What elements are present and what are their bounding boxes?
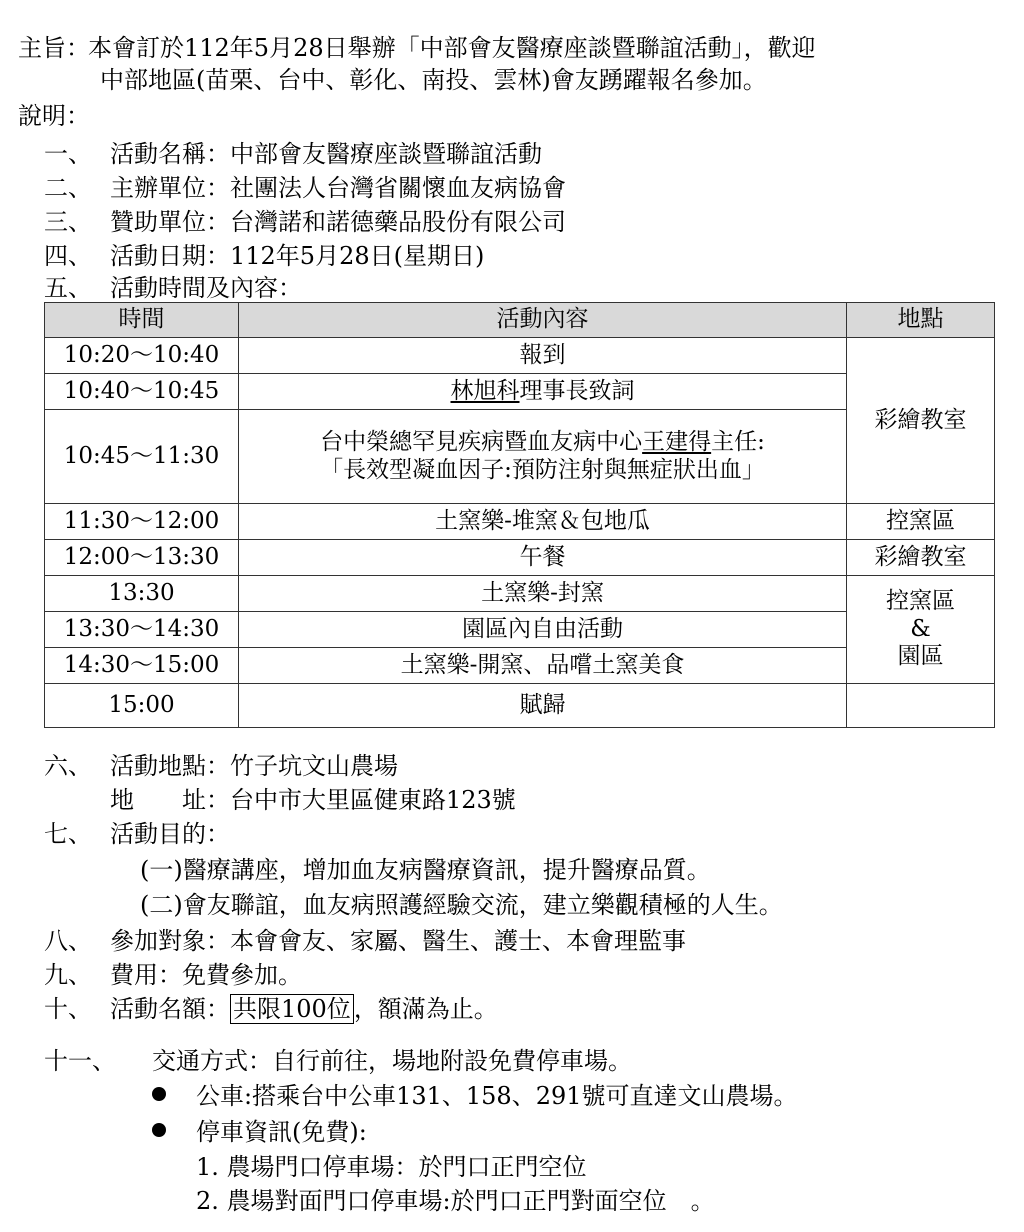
item-text: 活動時間及內容：	[110, 274, 302, 302]
item-organizer	[44, 176, 566, 200]
bullet-icon	[152, 1087, 166, 1101]
location-cell: 彩繪教室	[847, 540, 995, 576]
content-cell	[239, 410, 847, 504]
item-number: 九、	[44, 961, 92, 989]
subject-label: 主旨：	[18, 34, 90, 62]
item-number: 一、	[44, 140, 92, 168]
time-cell: 13:30	[45, 576, 239, 612]
item-address	[110, 788, 516, 812]
location-line: 控窯區	[886, 588, 955, 615]
table-header-row	[45, 303, 995, 338]
location-cell: 控窯區	[847, 504, 995, 540]
time-cell: 10:45～11:30	[45, 410, 239, 504]
content-cell: 土窯樂-開窯、品嚐土窯美食	[239, 648, 847, 684]
item-text: 活動地點：竹子坑文山農場	[110, 752, 398, 780]
transport-bus	[152, 1084, 798, 1108]
item-schedule-title	[44, 276, 302, 300]
subject-line-2: 中部地區(苗栗、台中、彰化、南投、雲林)會友踴躍報名參加。	[100, 66, 767, 94]
time-cell: 10:40～10:45	[45, 374, 239, 410]
transport-parking	[152, 1120, 367, 1144]
item-text: 費用：免費參加。	[110, 961, 302, 989]
bullet-icon	[152, 1123, 166, 1137]
content-cell: 賦歸	[239, 684, 847, 728]
header-time: 時間	[45, 303, 239, 338]
content-text: 理事長致詞	[519, 377, 635, 404]
item-number: 八、	[44, 927, 92, 955]
table-row	[45, 684, 995, 728]
lecture-title: 「長效型凝血因子:預防注射與無症狀出血」	[320, 456, 765, 483]
purpose-sub-2: (二)會友聯誼，血友病照護經驗交流，建立樂觀積極的人生。	[140, 891, 783, 919]
table-row	[45, 504, 995, 540]
address-label: 地 址：	[110, 786, 230, 814]
item-number: 五、	[44, 274, 92, 302]
quota-rest: ，額滿為止。	[353, 995, 498, 1023]
location-line: &	[910, 615, 931, 642]
table-row	[45, 540, 995, 576]
item-purpose	[44, 822, 230, 846]
quota-box: 共限100位	[230, 994, 354, 1024]
item-fee	[44, 963, 302, 987]
item-number: 三、	[44, 208, 92, 236]
header-content: 活動內容	[239, 303, 847, 338]
address-text: 台中市大里區健東路123號	[230, 786, 516, 814]
location-cell	[847, 576, 995, 684]
time-cell: 11:30～12:00	[45, 504, 239, 540]
time-cell: 15:00	[45, 684, 239, 728]
schedule-table	[44, 302, 995, 728]
item-number: 十一、	[44, 1047, 116, 1075]
item-text: 交通方式：自行前往，場地附設免費停車場。	[152, 1047, 632, 1075]
header-location: 地點	[847, 303, 995, 338]
table-row	[45, 338, 995, 374]
time-cell: 13:30～14:30	[45, 612, 239, 648]
content-text: 台中榮總罕見疾病暨血友病中心	[320, 428, 643, 455]
item-date	[44, 244, 484, 268]
item-quota	[44, 997, 498, 1021]
item-number: 十、	[44, 995, 92, 1023]
subject-line-1: 本會訂於112年5月28日舉辦「中部會友醫療座談暨聯誼活動」，歡迎	[88, 34, 816, 62]
content-cell: 土窯樂-封窯	[239, 576, 847, 612]
item-transport	[44, 1049, 632, 1073]
time-cell: 10:20～10:40	[45, 338, 239, 374]
item-venue	[44, 754, 398, 778]
item-text: 贊助單位：台灣諾和諾德藥品股份有限公司	[110, 208, 566, 236]
location-cell: 彩繪教室	[847, 338, 995, 504]
item-target	[44, 929, 686, 953]
speaker-name: 王建得	[642, 428, 712, 455]
content-cell: 午餐	[239, 540, 847, 576]
description-label: 說明：	[18, 102, 90, 130]
bullet-text: 公車:搭乘台中公車131、158、291號可直達文山農場。	[196, 1082, 798, 1110]
parking-sub-2: 2. 農場對面門口停車場:於門口正門對面空位 。	[196, 1187, 715, 1215]
item-sponsor	[44, 210, 566, 234]
item-number: 七、	[44, 820, 92, 848]
item-text: 活動日期：112年5月28日(星期日)	[110, 242, 485, 270]
content-text: 主任:	[711, 428, 765, 455]
purpose-sub-1: (一)醫療講座，增加血友病醫療資訊，提升醫療品質。	[140, 856, 711, 884]
content-cell	[239, 374, 847, 410]
table-row	[45, 576, 995, 612]
item-text: 活動目的：	[110, 820, 230, 848]
content-cell: 園區內自由活動	[239, 612, 847, 648]
item-text: 活動名稱：中部會友醫療座談暨聯誼活動	[110, 140, 542, 168]
quota-label: 活動名額：	[110, 995, 230, 1023]
time-cell: 14:30～15:00	[45, 648, 239, 684]
item-text: 主辦單位：社團法人台灣省關懷血友病協會	[110, 174, 566, 202]
location-line: 園區	[897, 643, 944, 670]
parking-sub-1: 1. 農場門口停車場：於門口正門空位	[196, 1153, 587, 1181]
location-cell	[847, 684, 995, 728]
item-number: 六、	[44, 752, 92, 780]
content-cell: 報到	[239, 338, 847, 374]
content-cell: 土窯樂-堆窯＆包地瓜	[239, 504, 847, 540]
item-text: 參加對象：本會會友、家屬、醫生、護士、本會理監事	[110, 927, 686, 955]
bullet-text: 停車資訊(免費):	[196, 1118, 367, 1146]
item-number: 四、	[44, 242, 92, 270]
item-activity-name	[44, 142, 542, 166]
item-number: 二、	[44, 174, 92, 202]
time-cell: 12:00～13:30	[45, 540, 239, 576]
speaker-name: 林旭科	[450, 377, 520, 404]
